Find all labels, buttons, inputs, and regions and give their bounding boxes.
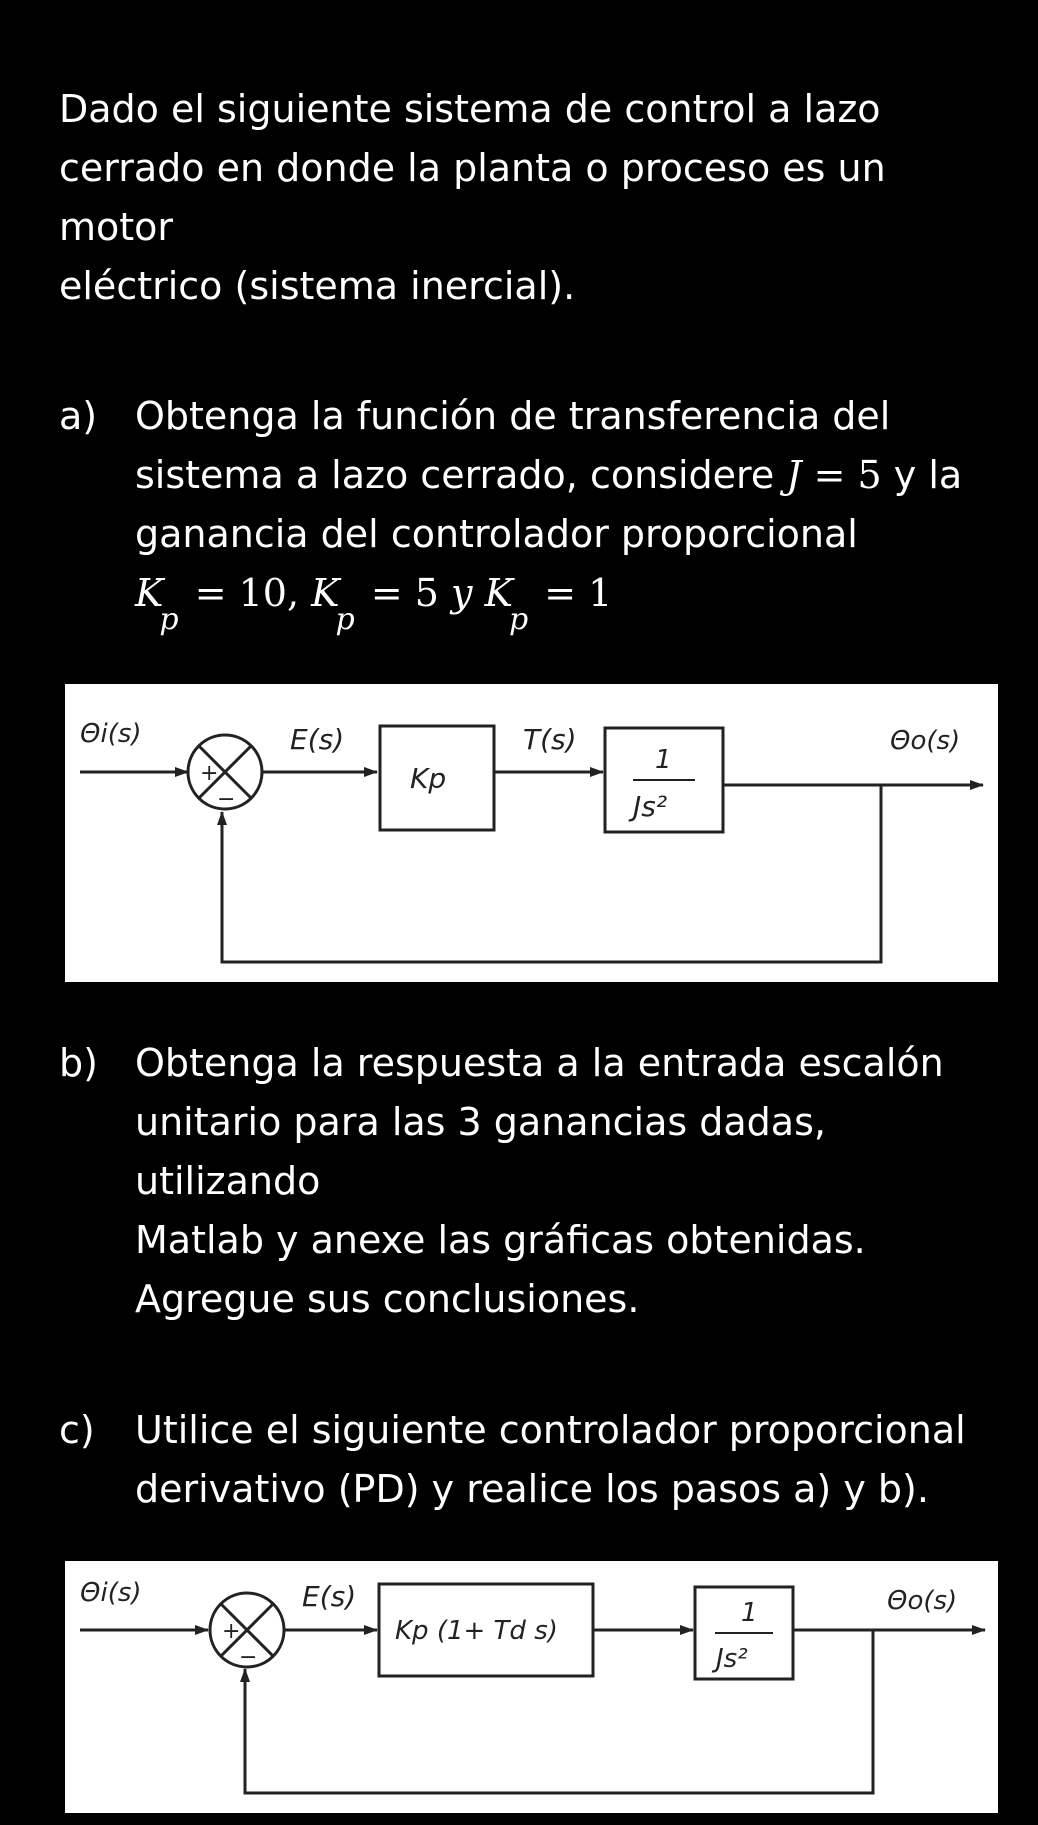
block-diagram-pd-control	[65, 1561, 998, 1813]
kp-symbol-2: $K_p$	[311, 571, 355, 637]
diagram2-plant-denominator: Js²	[716, 1644, 748, 1674]
diagram1-plant-numerator: 1	[655, 745, 672, 775]
item-b-text	[135, 1034, 1015, 1329]
intro-paragraph	[59, 80, 1009, 316]
item-b-line-1: Obtenga la respuesta a la entrada escalón	[135, 1041, 944, 1085]
diagram1-plus-sign: +	[200, 761, 219, 786]
diagram1-feedback-path	[222, 785, 881, 962]
block-diagram-p-control	[65, 684, 998, 982]
item-a-label: a)	[59, 394, 98, 438]
item-b-line-4: Agregue sus conclusiones.	[135, 1277, 640, 1321]
item-c-text	[135, 1401, 1015, 1519]
diagram1-plant-denominator: Js²	[633, 790, 668, 823]
conjunction-y: y	[451, 571, 473, 615]
intro-line-1: Dado el siguiente sistema de control a lazo	[59, 87, 881, 131]
item-a-line-1: Obtenga la función de transferencia del	[135, 394, 891, 438]
item-c-line-2: derivativo (PD) y realice los pasos a) y b).	[135, 1467, 929, 1511]
kp-symbol-3: $K_p$	[484, 571, 529, 637]
kp-value-2: = 5	[358, 571, 451, 615]
item-b-line-3: Matlab y anexe las gráficas obtenidas.	[135, 1218, 866, 1262]
diagram1-torque-label: T(s)	[523, 723, 577, 756]
diagram1-input-label: Θi(s)	[80, 719, 142, 749]
kp-symbol-1: $K_p$	[135, 571, 179, 637]
symbol-J: J	[786, 453, 802, 497]
diagram1-error-label: E(s)	[290, 723, 345, 756]
diagram1-controller-label: Kp	[410, 762, 447, 795]
value-J: = 5	[801, 453, 882, 497]
item-a-line-4	[135, 564, 1015, 635]
diagram2-error-label: E(s)	[302, 1580, 357, 1613]
diagram2-plant-numerator: 1	[741, 1598, 758, 1628]
item-c-line-1: Utilice el siguiente controlador proporcional	[135, 1408, 966, 1452]
diagram2-input-label: Θi(s)	[80, 1578, 142, 1608]
item-b-label: b)	[59, 1041, 98, 1085]
diagram2-controller-label: Kp (1+ Td s)	[395, 1616, 558, 1646]
item-a-line-2-tail: y la	[881, 453, 963, 497]
diagram2-output-label: Θo(s)	[887, 1586, 958, 1616]
diagram2-minus-sign: −	[239, 1645, 258, 1670]
diagram2-plus-sign: +	[222, 1619, 241, 1644]
item-a	[59, 387, 1019, 647]
item-c	[59, 1401, 1019, 1521]
kp-value-1: = 10,	[182, 571, 312, 615]
intro-line-2: cerrado en donde la planta o proceso es un motor	[59, 146, 886, 249]
intro-line-3: eléctrico (sistema inercial).	[59, 264, 576, 308]
item-a-line-2	[135, 446, 1015, 505]
item-a-line-2-text: sistema a lazo cerrado, considere	[135, 453, 787, 497]
diagram1-summing-junction	[188, 735, 262, 812]
diagram1-minus-sign: −	[217, 787, 236, 812]
item-a-line-3: ganancia del controlador proporcional	[135, 512, 858, 556]
diagram2-summing-junction	[210, 1593, 284, 1670]
kp-value-3: = 1	[532, 571, 613, 615]
item-b-line-2: unitario para las 3 ganancias dadas, utilizando	[135, 1100, 826, 1203]
item-a-text	[135, 387, 1015, 635]
diagram1-output-label: Θo(s)	[890, 726, 961, 756]
item-c-label: c)	[59, 1408, 95, 1452]
item-b	[59, 1034, 1019, 1321]
